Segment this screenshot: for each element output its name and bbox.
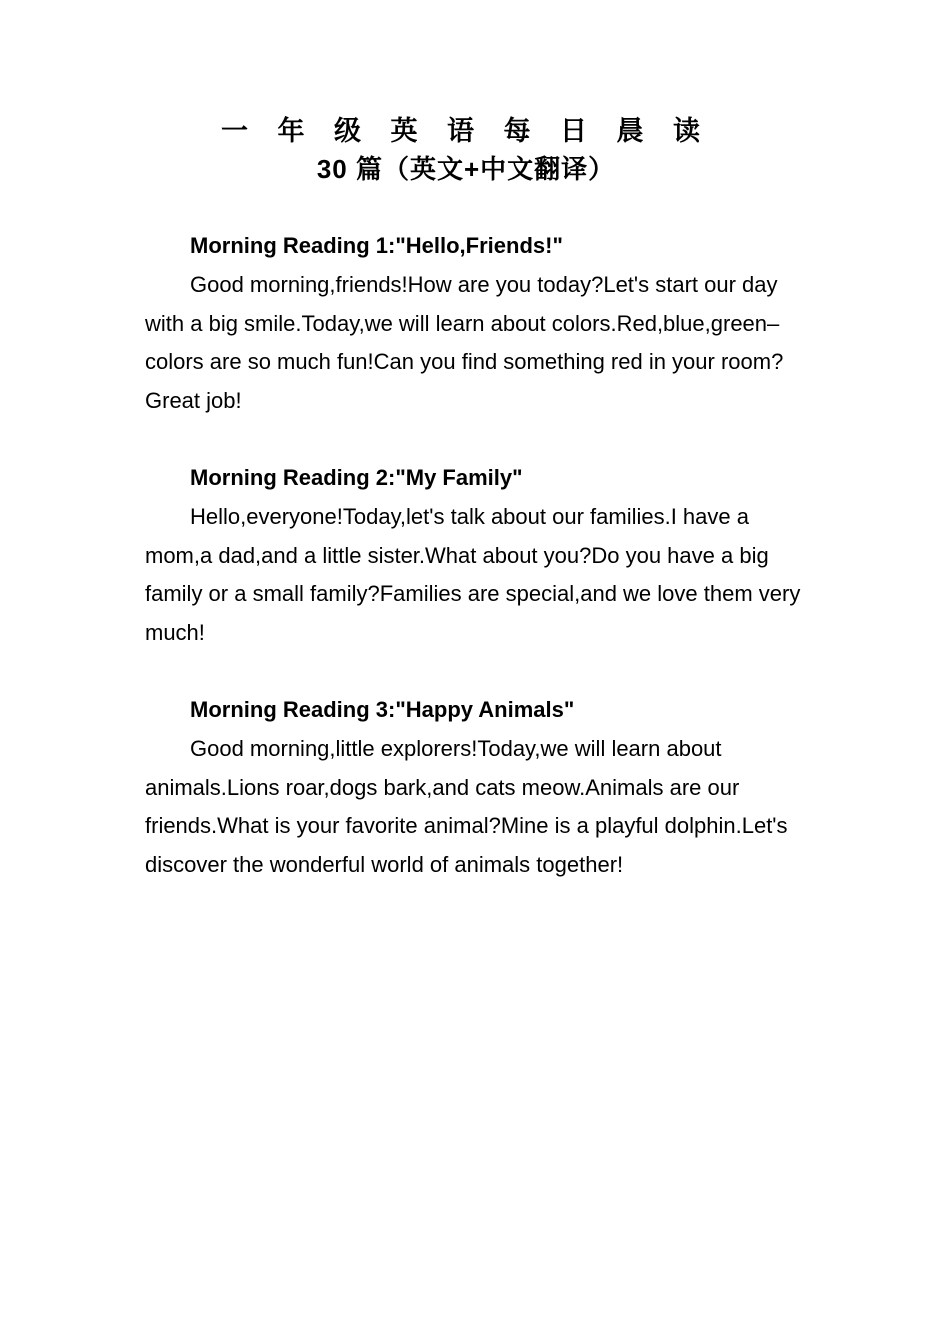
document-content: [145, 228, 813, 924]
reading-heading: Morning Reading 2:"My Family": [190, 465, 523, 490]
reading-paragraph: Good morning,friends!How are you today?Let's start our day with a big smile.Today,we will learn about colors.Red,blue,green–colors are so much fun!Can you find something red in your room?Great job!: [145, 272, 784, 413]
reading-paragraph: Hello,everyone!Today,let's talk about our families.I have a mom,a dad,and a little sister.What about you?Do you have a big family or a small family?Families are special,and we love them very much!: [145, 504, 801, 645]
reading-heading: Morning Reading 1:"Hello,Friends!": [190, 233, 563, 258]
title-line-1: 一 年 级 英 语 每 日 晨 读: [220, 116, 711, 146]
reading-section-1: [145, 228, 813, 420]
reading-paragraph: Good morning,little explorers!Today,we will learn about animals.Lions roar,dogs bark,and cats meow.Animals are our friends.What is your favorite animal?Mine is a playful dolphin.Let's discover the wonderful world of animals together!: [145, 736, 788, 877]
reading-section-3: [145, 692, 813, 884]
reading-section-2: [145, 460, 813, 652]
title-line-2: 30 篇（英文+中文翻译）: [316, 154, 616, 184]
document-title: [0, 112, 922, 188]
reading-heading: Morning Reading 3:"Happy Animals": [190, 697, 575, 722]
